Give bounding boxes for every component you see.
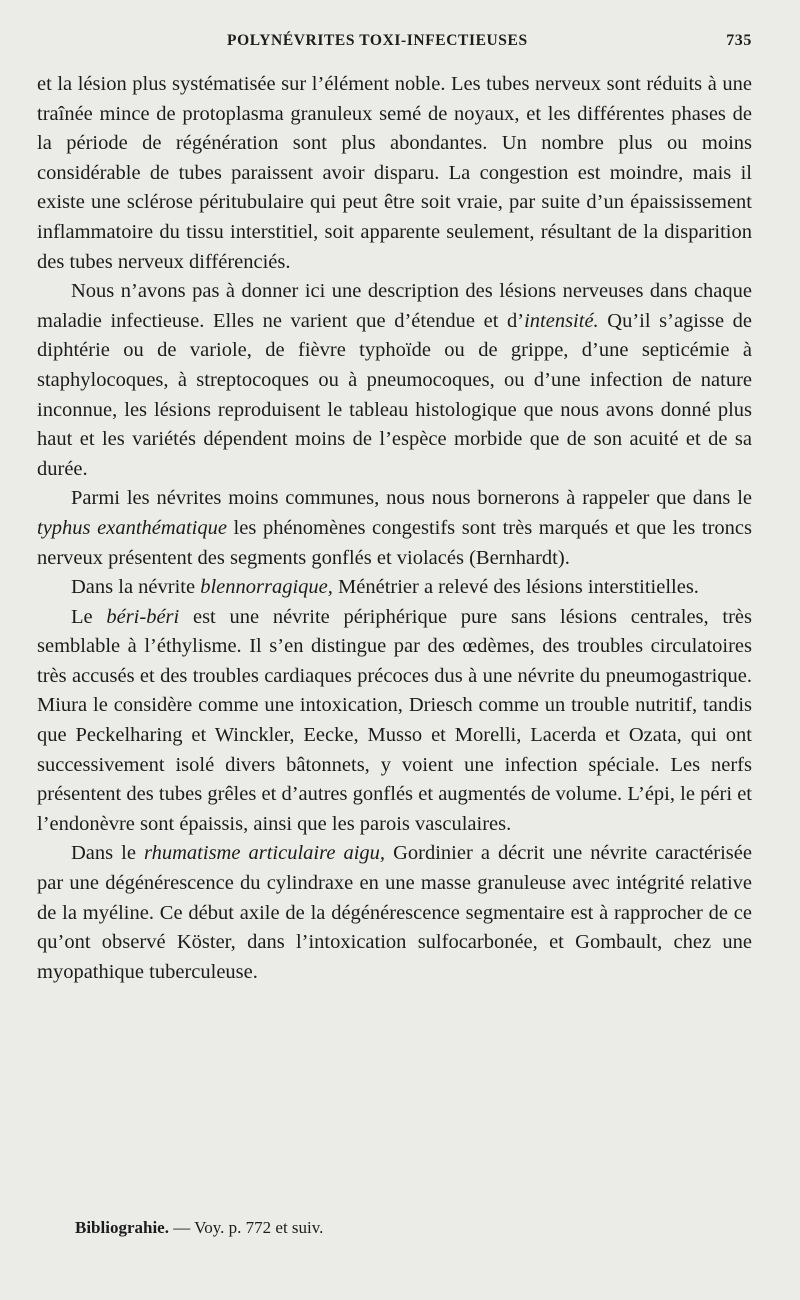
bibliography-note [75,1218,323,1238]
text-run: est une névrite périphérique pure sans lésions centrales, très semblable à l’éthylisme. Il s’en distingue par des œdèmes, des troubles circulatoires très accusés et des troubles cardiaques précoces dus à une névrite du pneumogastrique. Miura le considère comme une intoxication, Driesch comme un trouble nutritif, tandis que Peckelharing et Winckler, Eecke, Musso et Morelli, Lacerda et Ozata, qui ont successivement isolé divers bâtonnets, y voient une infection spéciale. Les nerfs présentent des tubes grêles et d’autres gonflés et augmentés de volume. L’épi, le péri et l’endonèvre sont épaissis, ainsi que les parois vasculaires. [37,605,752,835]
text-run: Dans la névrite [71,576,201,599]
paragraph [37,484,752,573]
italic-term: rhumatisme articulaire aigu, [144,842,386,865]
text-run: Qu’il s’agisse de diphtérie ou de variole, de fièvre typhoïde ou de grippe, d’une septicémie à staphylocoques, à streptocoques ou à pneumocoques, ou d’une infection de nature inconnue, les lésions reproduisent le tableau histologique que nous avons donné plus haut et les variétés dépendent moins de l’espèce morbide que de son acuité et de sa durée. [37,309,752,480]
paragraph [37,573,752,603]
paragraph [37,839,752,987]
paragraph [37,277,752,484]
paragraph [37,603,752,840]
running-header [37,32,752,60]
italic-term: blennorragique, [200,576,333,599]
text-run: et la lésion plus systématisée sur l’élément noble. Les tubes nerveux sont réduits à une traînée mince de protoplasma granuleux semé de noyaux, et les différentes phases de la période de régénération sont plus abondantes. Un nombre plus ou moins considérable de tubes paraissent avoir disparu. La congestion est moindre, mais il existe une sclérose péritubulaire qui peut être soit vraie, par suite d’un épaississement inflammatoire du tissu interstitiel, soit apparente seulement, résultant de la disparition des tubes nerveux différenciés. [37,73,752,273]
italic-term: béri-béri [106,605,180,628]
text-run: Le [71,605,107,628]
text-run: Ménétrier a relevé des lésions interstitielles. [332,576,699,599]
text-run: Parmi les névrites moins communes, nous nous bornerons à rappeler que dans le [71,487,752,510]
text-run: les phénomènes congestifs sont très marqués et que les troncs nerveux présentent des segments gonflés et violacés (Bernhardt). [37,516,752,569]
page-number: 735 [726,32,752,49]
bibliography-text: — Voy. p. 772 et suiv. [168,1218,324,1237]
running-title: POLYNÉVRITES TOXI-INFECTIEUSES [227,32,528,49]
paragraph [37,70,752,277]
text-run: Nous n’avons pas à donner ici une description des lésions nerveuses dans chaque maladie infectieuse. Elles ne varient que d’étendue et d’ [37,280,752,332]
italic-term: intensité. [524,309,599,332]
text-run: Gordinier a décrit une névrite caractérisée par une dégénérescence du cylindraxe en une masse granuleuse avec intégrité relative de la myéline. Ce début axile de la dégénérescence segmentaire est à rapprocher de ce qu’ont observé Köster, dans l’intoxication sulfocarbonée, et Gombault, chez une myopathique tuberculeuse. [37,842,752,983]
italic-term: typhus exanthématique [37,516,227,539]
body-text [37,70,752,987]
bibliography-label: Bibliograhie. [75,1218,169,1237]
text-run: Dans le [71,842,145,865]
